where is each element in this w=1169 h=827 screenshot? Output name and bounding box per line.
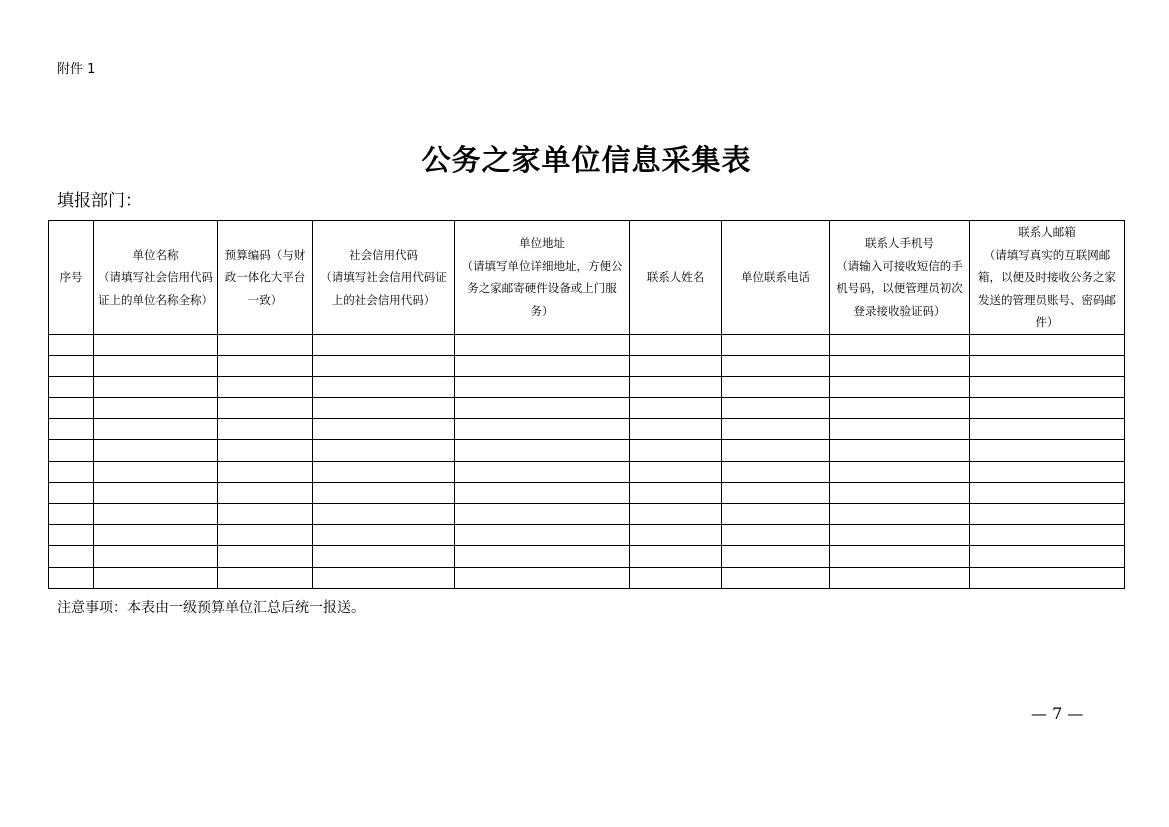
table-cell-address[interactable] xyxy=(455,482,630,503)
table-cell-contact-name[interactable] xyxy=(630,567,722,588)
table-cell-contact-email[interactable] xyxy=(970,546,1125,567)
table-row xyxy=(49,504,1125,525)
table-cell-credit-code[interactable] xyxy=(313,525,455,546)
column-header-contact-mobile: 联系人手机号 （请输入可接收短信的手机号码，以便管理员初次登录接收验证码） xyxy=(830,221,970,335)
table-cell-seq[interactable] xyxy=(49,440,94,461)
column-header-credit-code: 社会信用代码 （请填写社会信用代码证上的社会信用代码） xyxy=(313,221,455,335)
table-cell-address[interactable] xyxy=(455,376,630,397)
table-cell-seq[interactable] xyxy=(49,355,94,376)
column-header-address: 单位地址 （请填写单位详细地址，方便公务之家邮寄硬件设备或上门服务） xyxy=(455,221,630,335)
table-cell-address[interactable] xyxy=(455,504,630,525)
table-cell-contact-mobile[interactable] xyxy=(830,398,970,419)
table-cell-contact-mobile[interactable] xyxy=(830,440,970,461)
table-cell-contact-email[interactable] xyxy=(970,398,1125,419)
table-cell-contact-email[interactable] xyxy=(970,525,1125,546)
table-cell-contact-email[interactable] xyxy=(970,461,1125,482)
table-cell-contact-name[interactable] xyxy=(630,398,722,419)
table-row xyxy=(49,376,1125,397)
table-cell-unit-phone[interactable] xyxy=(722,482,830,503)
table-cell-credit-code[interactable] xyxy=(313,355,455,376)
table-cell-budget-code[interactable] xyxy=(218,440,313,461)
table-cell-contact-name[interactable] xyxy=(630,525,722,546)
table-cell-unit-phone[interactable] xyxy=(722,440,830,461)
table-cell-contact-mobile[interactable] xyxy=(830,567,970,588)
table-cell-contact-mobile[interactable] xyxy=(830,376,970,397)
table-cell-contact-name[interactable] xyxy=(630,546,722,567)
table-cell-unit-phone[interactable] xyxy=(722,461,830,482)
table-cell-unit-name[interactable] xyxy=(94,355,218,376)
table-cell-seq[interactable] xyxy=(49,504,94,525)
table-cell-address[interactable] xyxy=(455,567,630,588)
table-row xyxy=(49,334,1125,355)
table-cell-budget-code[interactable] xyxy=(218,334,313,355)
table-cell-contact-email[interactable] xyxy=(970,419,1125,440)
table-cell-contact-name[interactable] xyxy=(630,334,722,355)
table-cell-contact-email[interactable] xyxy=(970,355,1125,376)
table-cell-contact-mobile[interactable] xyxy=(830,546,970,567)
table-row xyxy=(49,419,1125,440)
table-cell-unit-name[interactable] xyxy=(94,398,218,419)
column-header-contact-name: 联系人姓名 xyxy=(630,221,722,335)
table-cell-contact-mobile[interactable] xyxy=(830,482,970,503)
table-cell-budget-code[interactable] xyxy=(218,482,313,503)
table-cell-budget-code[interactable] xyxy=(218,461,313,482)
table-cell-address[interactable] xyxy=(455,419,630,440)
table-cell-contact-mobile[interactable] xyxy=(830,334,970,355)
table-cell-budget-code[interactable] xyxy=(218,376,313,397)
table-row xyxy=(49,398,1125,419)
table-cell-contact-email[interactable] xyxy=(970,482,1125,503)
table-cell-budget-code[interactable] xyxy=(218,504,313,525)
table-cell-address[interactable] xyxy=(455,355,630,376)
table-cell-contact-name[interactable] xyxy=(630,355,722,376)
table-cell-contact-name[interactable] xyxy=(630,440,722,461)
table-cell-unit-phone[interactable] xyxy=(722,546,830,567)
table-cell-seq[interactable] xyxy=(49,376,94,397)
page-number: — 7 — xyxy=(1031,704,1084,723)
table-cell-contact-name[interactable] xyxy=(630,461,722,482)
table-cell-budget-code[interactable] xyxy=(218,355,313,376)
table-cell-unit-phone[interactable] xyxy=(722,525,830,546)
table-cell-contact-email[interactable] xyxy=(970,376,1125,397)
table-cell-unit-name[interactable] xyxy=(94,334,218,355)
table-cell-contact-email[interactable] xyxy=(970,440,1125,461)
table-cell-contact-mobile[interactable] xyxy=(830,355,970,376)
table-cell-unit-phone[interactable] xyxy=(722,398,830,419)
column-header-unit-phone: 单位联系电话 xyxy=(722,221,830,335)
table-cell-seq[interactable] xyxy=(49,567,94,588)
table-cell-seq[interactable] xyxy=(49,546,94,567)
table-row xyxy=(49,567,1125,588)
table-cell-contact-name[interactable] xyxy=(630,482,722,503)
info-collection-table xyxy=(48,220,1125,589)
table-cell-contact-mobile[interactable] xyxy=(830,419,970,440)
table-cell-unit-phone[interactable] xyxy=(722,334,830,355)
table-cell-address[interactable] xyxy=(455,440,630,461)
table-cell-credit-code[interactable] xyxy=(313,482,455,503)
table-cell-credit-code[interactable] xyxy=(313,546,455,567)
attachment-label: 附件 1 xyxy=(57,62,96,77)
table-cell-seq[interactable] xyxy=(49,461,94,482)
table-cell-contact-name[interactable] xyxy=(630,376,722,397)
table-cell-credit-code[interactable] xyxy=(313,567,455,588)
table-cell-seq[interactable] xyxy=(49,525,94,546)
column-header-seq: 序号 xyxy=(49,221,94,335)
table-row xyxy=(49,525,1125,546)
table-cell-unit-name[interactable] xyxy=(94,376,218,397)
table-cell-unit-phone[interactable] xyxy=(722,504,830,525)
table-cell-address[interactable] xyxy=(455,525,630,546)
table-row xyxy=(49,440,1125,461)
table-cell-unit-name[interactable] xyxy=(94,546,218,567)
table-cell-contact-email[interactable] xyxy=(970,567,1125,588)
table-cell-seq[interactable] xyxy=(49,398,94,419)
table-cell-credit-code[interactable] xyxy=(313,440,455,461)
table-row xyxy=(49,461,1125,482)
table-cell-unit-name[interactable] xyxy=(94,504,218,525)
table-cell-contact-email[interactable] xyxy=(970,504,1125,525)
table-row xyxy=(49,355,1125,376)
table-cell-budget-code[interactable] xyxy=(218,419,313,440)
table-cell-credit-code[interactable] xyxy=(313,461,455,482)
table-cell-unit-name[interactable] xyxy=(94,567,218,588)
table-cell-unit-phone[interactable] xyxy=(722,567,830,588)
table-cell-unit-name[interactable] xyxy=(94,440,218,461)
table-header-row xyxy=(49,221,1125,335)
table-row xyxy=(49,482,1125,503)
table-cell-contact-mobile[interactable] xyxy=(830,461,970,482)
table-cell-unit-phone[interactable] xyxy=(722,419,830,440)
table-cell-contact-mobile[interactable] xyxy=(830,525,970,546)
table-cell-unit-name[interactable] xyxy=(94,461,218,482)
table-body xyxy=(49,334,1125,588)
table-cell-credit-code[interactable] xyxy=(313,419,455,440)
table-cell-unit-phone[interactable] xyxy=(722,376,830,397)
table-cell-credit-code[interactable] xyxy=(313,504,455,525)
table-cell-unit-name[interactable] xyxy=(94,525,218,546)
table-cell-contact-name[interactable] xyxy=(630,419,722,440)
table-cell-credit-code[interactable] xyxy=(313,376,455,397)
note-text: 注意事项：本表由一级预算单位汇总后统一报送。 xyxy=(57,600,365,616)
column-header-budget-code: 预算编码（与财政一体化大平台一致） xyxy=(218,221,313,335)
table-cell-address[interactable] xyxy=(455,546,630,567)
table-cell-contact-name[interactable] xyxy=(630,504,722,525)
table-cell-seq[interactable] xyxy=(49,482,94,503)
column-header-contact-email: 联系人邮箱 （请填写真实的互联网邮箱，以便及时接收公务之家发送的管理员账号、密码邮件） xyxy=(970,221,1125,335)
table-cell-credit-code[interactable] xyxy=(313,334,455,355)
column-header-unit-name: 单位名称 （请填写社会信用代码证上的单位名称全称） xyxy=(94,221,218,335)
table-cell-unit-name[interactable] xyxy=(94,419,218,440)
table-cell-seq[interactable] xyxy=(49,334,94,355)
form-title: 公务之家单位信息采集表 xyxy=(421,143,752,177)
table-cell-seq[interactable] xyxy=(49,419,94,440)
table-cell-address[interactable] xyxy=(455,461,630,482)
table-cell-address[interactable] xyxy=(455,398,630,419)
department-label: 填报部门： xyxy=(57,191,142,211)
table-cell-contact-mobile[interactable] xyxy=(830,504,970,525)
table-cell-credit-code[interactable] xyxy=(313,398,455,419)
table-row xyxy=(49,546,1125,567)
table-cell-budget-code[interactable] xyxy=(218,525,313,546)
table-cell-budget-code[interactable] xyxy=(218,398,313,419)
table-cell-budget-code[interactable] xyxy=(218,546,313,567)
table-cell-budget-code[interactable] xyxy=(218,567,313,588)
table-cell-contact-email[interactable] xyxy=(970,334,1125,355)
table-cell-unit-phone[interactable] xyxy=(722,355,830,376)
table-cell-address[interactable] xyxy=(455,334,630,355)
table-cell-unit-name[interactable] xyxy=(94,482,218,503)
